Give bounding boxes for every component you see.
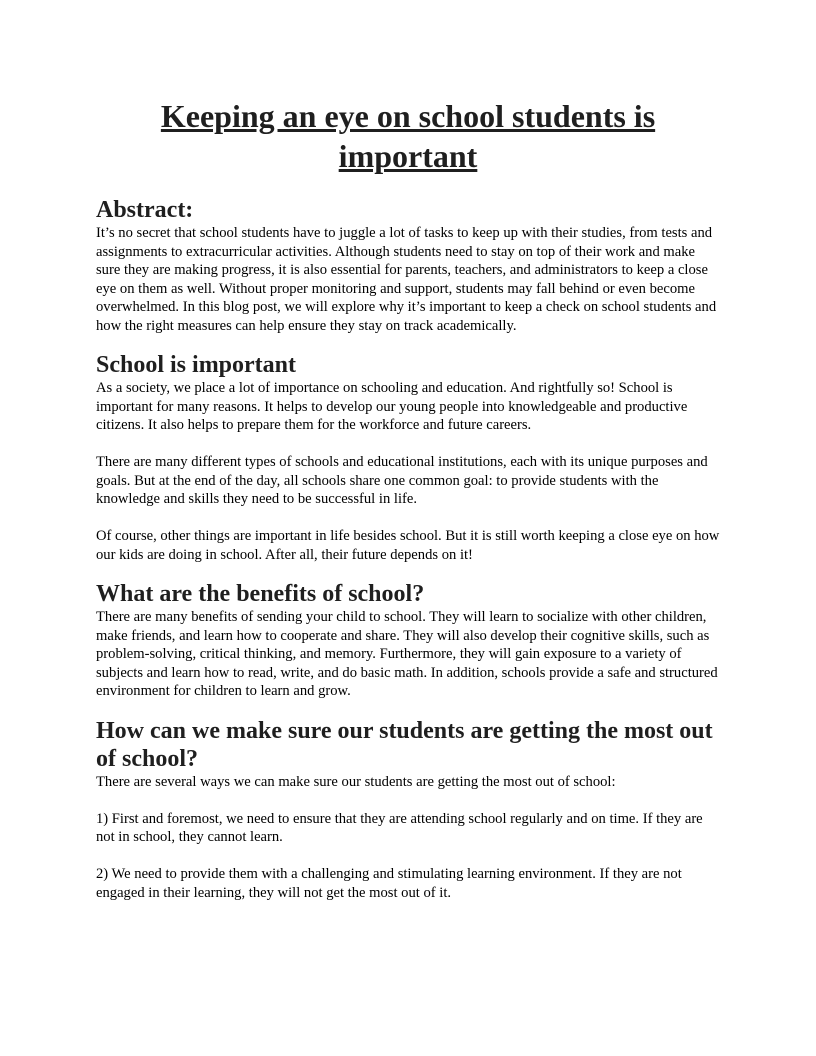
section-school-is-important	[96, 351, 720, 564]
section-benefits-of-school	[96, 580, 720, 701]
section-getting-most-out-of-school	[96, 717, 720, 903]
paragraph: 2) We need to provide them with a challenging and stimulating learning environment. If they are not engaged in their learning, they will not get the most out of it.	[96, 866, 682, 901]
section-heading: School is important	[96, 352, 297, 378]
paragraph: Of course, other things are important in life besides school. But it is still worth keeping a close eye on how our kids are doing in school. After all, their future depends on it!	[96, 528, 720, 563]
document-title: Keeping an eye on school students is important	[160, 98, 656, 174]
section-abstract	[96, 196, 720, 335]
paragraph: 1) First and foremost, we need to ensure that they are attending school regularly and on time. If they are not in school, they cannot learn.	[96, 810, 703, 845]
section-heading: What are the benefits of school?	[96, 581, 425, 607]
section-heading: Abstract:	[96, 197, 194, 223]
paragraph: There are several ways we can make sure our students are getting the most out of school:	[96, 773, 616, 790]
section-heading: How can we make sure our students are getting the most out of school?	[96, 717, 713, 772]
paragraph: It’s no secret that school students have to juggle a lot of tasks to keep up with their studies, from tests and assignments to extracurricular activities. Although students need to stay on top of their work and make sure they are making progress, it is also essential for parents, teachers, and administrators to keep a close eye on them as well. Without proper monitoring and support, students may fall behind or even become overwhelmed. In this blog post, we will explore why it’s important to keep a check on school students and how the right measures can help ensure they stay on track academically.	[96, 225, 717, 334]
paragraph: There are many different types of schools and educational institutions, each with its unique purposes and goals. But at the end of the day, all schools share one common goal: to provide students with the knowledge and skills they need to be successful in life.	[96, 454, 708, 507]
paragraph: There are many benefits of sending your child to school. They will learn to socialize with other children, make friends, and learn how to cooperate and share. They will also develop their cognitive skills, such as problem-solving, critical thinking, and memory. Furthermore, they will gain exposure to a variety of subjects and learn how to read, write, and do basic math. In addition, schools provide a safe and structured environment for children to learn and grow.	[96, 609, 718, 699]
paragraph: As a society, we place a lot of importance on schooling and education. And rightfully so! School is important for many reasons. It helps to develop our young people into knowledgeable and productive citizens. It also helps to prepare them for the workforce and future careers.	[96, 380, 688, 433]
document-page	[96, 96, 720, 918]
